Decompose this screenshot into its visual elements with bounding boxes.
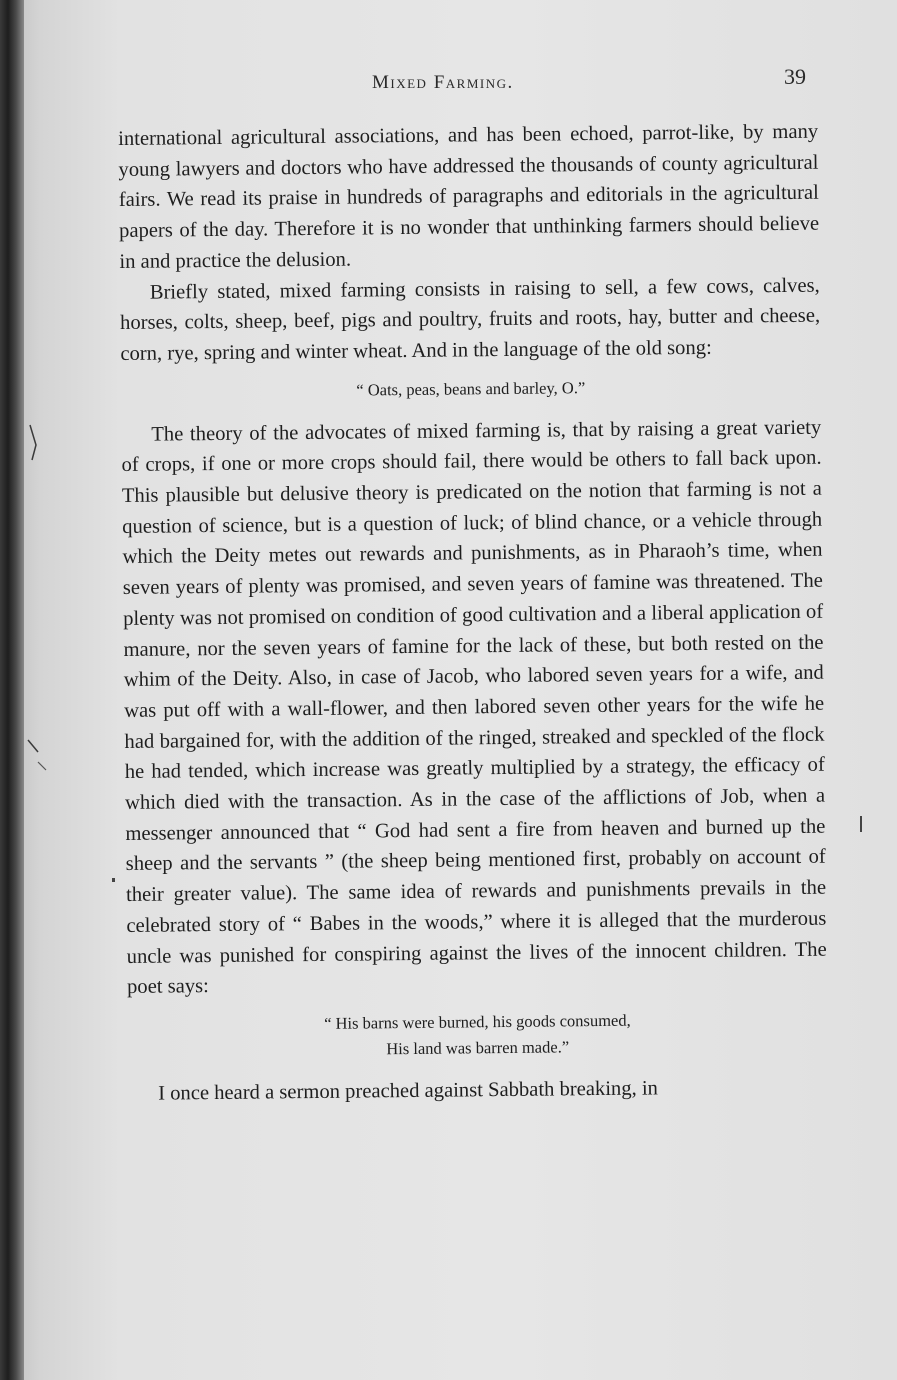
verse-quote-2	[127, 1006, 828, 1065]
verse-line-2: His land was barren made.”	[386, 1037, 570, 1059]
paragraph-3: The theory of the advocates of mixed farming is, that by raising a great variety of crops, if one or more crops should fail, there would be others to fall back upon. This plausible but delusive theory is predicated on the notion that farming is not a question of science, but is a question of luck; of blind chance, or a vehicle through which the Deity metes out rewards and punishments, as in Pharaoh’s time, when seven years of plenty was promised, and seven years of famine was threatened. The plenty was not promised on condition of good cultivation and a liberal application of manure, nor the seven years of famine for the lack of these, but both rested on the whim of the Deity. Also, in case of Jacob, who labored seven years for a wife, and was put off with a wall-flower, and then labored seven other years for the wife he had bargained for, with the addition of the ringed, streaked and speckled of the flock he had tended, which increase was greatly multiplied by a strategy, the efficacy of which died with the transaction. As in the case of the afflictions of Job, when a messenger announced that “ God had sent a fire from heaven and burned up the sheep and the servants ” (the sheep being mentioned first, probably on account of their greater value). The same idea of rewards and punishments prevails in the celebrated story of “ Babes in the woods,” where it is alleged that the murderous uncle was punished for conspiring against the lives of the innocent children. The poet says:	[121, 416, 827, 999]
book-spine-shadow	[0, 0, 24, 1380]
verse-quote-1	[121, 372, 821, 405]
paragraph-1: international agricultural associations, and has been echoed, parrot-like, by many young lawyers and doctors who have addressed the thousands of county agricultural fairs. We read its praise in hundreds of paragraphs and editorials in the agricultural papers of the day. Therefore it is no wonder that unthinking farmers should believe in and practice the delusion.	[118, 120, 820, 273]
stray-mark	[860, 816, 862, 832]
paragraph-2: Briefly stated, mixed farming consists in raising to sell, a few cows, calves, horses, colts, sheep, beef, pigs and poultry, fruits and roots, hay, butter and cheese, corn, rye, spring and winter wheat. And in the language of the old song:	[119, 274, 821, 365]
page-header	[0, 64, 897, 94]
body-text	[118, 117, 828, 1110]
page-number: 39	[784, 64, 806, 89]
stray-dot	[112, 878, 115, 882]
running-head: Mixed Farming.	[372, 72, 514, 93]
verse-line-1: “ His barns were burned, his goods consumed,	[324, 1010, 631, 1033]
verse-line: “ Oats, peas, beans and barley, O.”	[356, 377, 586, 400]
margin-marks	[24, 0, 54, 1380]
paragraph-4: I once heard a sermon preached against Sabbath breaking, in	[158, 1077, 659, 1105]
